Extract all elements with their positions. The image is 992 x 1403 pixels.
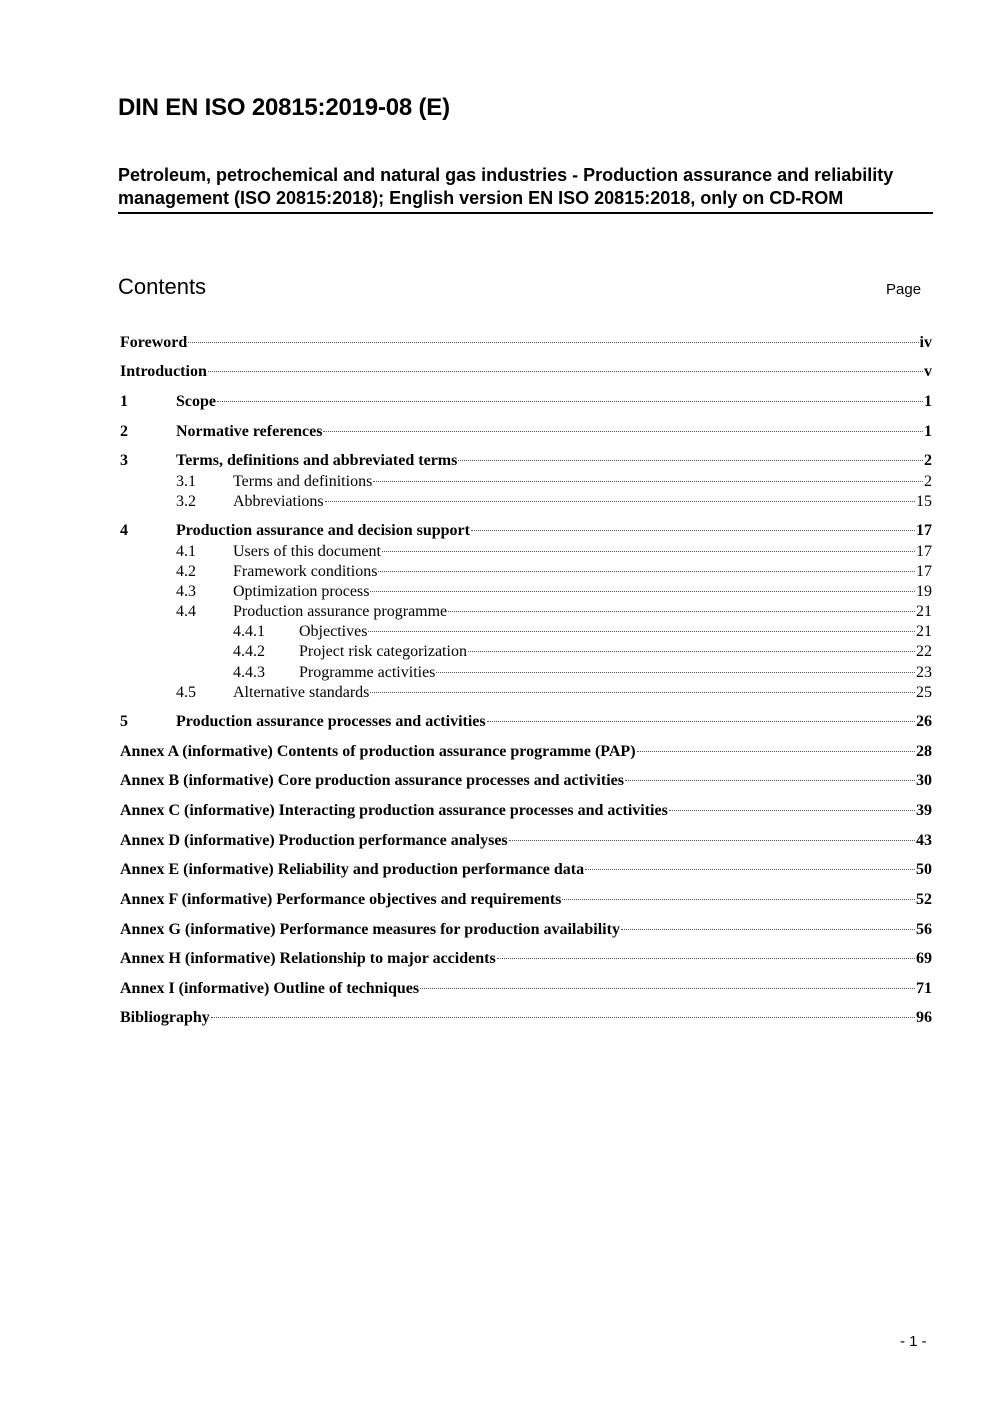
toc-entry-title: Annex I (informative) Outline of techniques <box>120 980 420 997</box>
toc-dot-leader <box>370 692 915 693</box>
toc-entry-page: 52 <box>916 891 932 908</box>
toc-entry-page: 1 <box>924 393 932 410</box>
toc-dot-leader <box>497 958 915 959</box>
toc-entry-page: 28 <box>916 743 932 760</box>
toc-entry[interactable] <box>120 392 932 412</box>
toc-entry[interactable] <box>120 362 932 382</box>
toc-entry-title: Terms and definitions <box>233 473 373 490</box>
toc-entry[interactable] <box>120 422 932 442</box>
toc-entry-page: 2 <box>924 473 932 490</box>
toc-entry[interactable] <box>120 949 932 969</box>
toc-dot-leader <box>368 631 915 632</box>
toc-entry-title: Users of this document <box>233 543 381 560</box>
toc-entry-page: 21 <box>916 623 932 640</box>
toc-entry-page: 43 <box>916 832 932 849</box>
toc-entry[interactable] <box>120 920 932 940</box>
toc-entry[interactable] <box>120 860 932 880</box>
toc-entry-title: Production assurance programme <box>233 603 448 620</box>
toc-dot-leader <box>211 1017 915 1018</box>
toc-entry[interactable] <box>120 451 932 471</box>
toc-entry[interactable] <box>120 742 932 762</box>
toc-entry-title: Introduction <box>120 363 207 380</box>
toc-entry-page: 39 <box>916 802 932 819</box>
toc-entry-title: Annex E (informative) Reliability and production performance data <box>120 861 585 878</box>
toc-entry-page: 69 <box>916 950 932 967</box>
toc-dot-leader <box>509 840 915 841</box>
toc-entry-number: 4.4.3 <box>233 664 265 681</box>
toc-entry-number: 3.1 <box>176 473 196 490</box>
toc-entry-number: 1 <box>120 393 128 410</box>
toc-entry-page: 25 <box>916 684 932 701</box>
toc-entry-number: 2 <box>120 423 128 440</box>
toc-entry-title: Annex F (informative) Performance objectives and requirements <box>120 891 562 908</box>
toc-entry-number: 4.3 <box>176 583 196 600</box>
toc-entry-page: 17 <box>916 563 932 580</box>
toc-entry-title: Annex H (informative) Relationship to major accidents <box>120 950 496 967</box>
toc-entry-page: 71 <box>916 980 932 997</box>
toc-entry[interactable] <box>120 801 932 821</box>
toc-entry-title: Scope <box>176 393 216 410</box>
page-number: - 1 - <box>900 1333 927 1350</box>
toc-dot-leader <box>562 899 915 900</box>
toc-dot-leader <box>448 611 915 612</box>
toc-entry-number: 4.5 <box>176 684 196 701</box>
toc-entry-title: Terms, definitions and abbreviated terms <box>176 452 458 469</box>
toc-entry[interactable] <box>120 602 932 622</box>
toc-entry-title: Alternative standards <box>233 684 370 701</box>
toc-entry-number: 4.1 <box>176 543 196 560</box>
toc-entry-number: 3.2 <box>176 493 196 510</box>
toc-entry-title: Annex D (informative) Production performance analyses <box>120 832 508 849</box>
toc-entry-number: 5 <box>120 713 128 730</box>
toc-dot-leader <box>188 342 918 343</box>
toc-entry-title: Optimization process <box>233 583 370 600</box>
toc-entry[interactable] <box>120 979 932 999</box>
toc-dot-leader <box>468 651 915 652</box>
toc-entry-page: 22 <box>916 643 932 660</box>
toc-entry[interactable] <box>120 1008 932 1028</box>
toc-entry-page: 17 <box>916 522 932 539</box>
toc-entry-page: iv <box>919 334 932 351</box>
toc-entry-page: 15 <box>916 493 932 510</box>
toc-dot-leader <box>217 401 923 402</box>
toc-entry[interactable] <box>120 562 932 582</box>
toc-entry-page: 1 <box>924 423 932 440</box>
toc-entry-title: Programme activities <box>299 664 436 681</box>
toc-entry[interactable] <box>120 683 932 703</box>
toc-entry-page: 50 <box>916 861 932 878</box>
toc-entry-title: Project risk categorization <box>299 643 467 660</box>
toc-entry-number: 4.4.2 <box>233 643 265 660</box>
toc-dot-leader <box>370 591 915 592</box>
toc-entry[interactable] <box>120 831 932 851</box>
document-subtitle: Petroleum, petrochemical and natural gas industries - Production assurance and reliability management (ISO 20815:2018); English version EN ISO 20815:2018, only on CD-ROM <box>118 164 933 214</box>
toc-dot-leader <box>325 501 915 502</box>
toc-dot-leader <box>382 551 915 552</box>
toc-entry-number: 3 <box>120 452 128 469</box>
toc-dot-leader <box>458 460 923 461</box>
toc-entry-title: Bibliography <box>120 1009 210 1026</box>
toc-entry-title: Objectives <box>299 623 368 640</box>
toc-dot-leader <box>373 481 923 482</box>
toc-entry[interactable] <box>120 472 932 492</box>
toc-dot-leader <box>323 431 923 432</box>
toc-entry-number: 4 <box>120 522 128 539</box>
toc-entry[interactable] <box>120 622 932 642</box>
toc-entry-title: Foreword <box>120 334 188 351</box>
toc-entry[interactable] <box>120 521 932 541</box>
toc-entry-title: Annex C (informative) Interacting production assurance processes and activities <box>120 802 668 819</box>
toc-entry[interactable] <box>120 642 932 662</box>
toc-entry[interactable] <box>120 542 932 562</box>
toc-dot-leader <box>585 869 915 870</box>
toc-dot-leader <box>471 530 915 531</box>
toc-entry-title: Production assurance and decision support <box>176 522 470 539</box>
toc-dot-leader <box>669 810 915 811</box>
toc-entry-title: Annex B (informative) Core production assurance processes and activities <box>120 772 624 789</box>
page-column-heading: Page <box>886 281 922 298</box>
toc-entry[interactable] <box>120 492 932 512</box>
toc-entry-page: 2 <box>924 452 932 469</box>
toc-entry-title: Production assurance processes and activities <box>176 713 486 730</box>
toc-entry-page: 23 <box>916 664 932 681</box>
toc-entry[interactable] <box>120 771 932 791</box>
toc-entry[interactable] <box>120 712 932 732</box>
toc-entry-number: 4.4 <box>176 603 196 620</box>
toc-entry[interactable] <box>120 890 932 910</box>
document-title: DIN EN ISO 20815:2019-08 (E) <box>118 94 450 121</box>
toc-entry-title: Framework conditions <box>233 563 378 580</box>
contents-heading: Contents <box>118 274 207 299</box>
toc-dot-leader <box>378 571 915 572</box>
toc-entry-title: Annex A (informative) Contents of production assurance programme (PAP) <box>120 743 636 760</box>
toc-entry-page: v <box>924 363 932 380</box>
toc-entry[interactable] <box>120 663 932 683</box>
toc-dot-leader <box>436 672 915 673</box>
toc-entry-page: 56 <box>916 921 932 938</box>
toc-entry-number: 4.2 <box>176 563 196 580</box>
toc-entry[interactable] <box>120 582 932 602</box>
toc-dot-leader <box>420 988 915 989</box>
toc-entry-page: 17 <box>916 543 932 560</box>
toc-entry-title: Normative references <box>176 423 323 440</box>
toc-dot-leader <box>208 371 923 372</box>
toc-entry-title: Abbreviations <box>233 493 324 510</box>
toc-dot-leader <box>637 751 915 752</box>
toc-entry-number: 4.4.1 <box>233 623 265 640</box>
toc-entry-page: 21 <box>916 603 932 620</box>
toc-entry-title: Annex G (informative) Performance measures for production availability <box>120 921 620 938</box>
toc-entry-page: 26 <box>916 713 932 730</box>
toc-dot-leader <box>621 929 915 930</box>
toc-entry-page: 30 <box>916 772 932 789</box>
toc-entry-page: 19 <box>916 583 932 600</box>
toc-entry[interactable] <box>120 333 932 353</box>
toc-dot-leader <box>487 721 915 722</box>
toc-entry-page: 96 <box>916 1009 932 1026</box>
toc-dot-leader <box>625 780 915 781</box>
